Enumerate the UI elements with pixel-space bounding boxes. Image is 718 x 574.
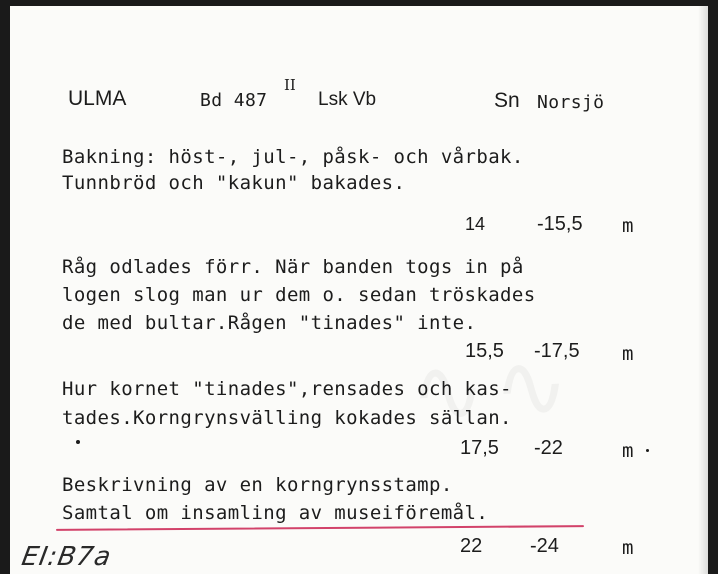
section-1-page-end: -15,5 xyxy=(537,213,583,235)
province-code: Lsk Vb xyxy=(318,89,377,110)
section-4-unit: m xyxy=(622,537,634,559)
section-3-unit: m xyxy=(622,440,634,462)
section-3-line-2: tades.Korngrynsvälling kokades sällan. xyxy=(62,407,512,429)
place-name: ULMA xyxy=(68,87,127,110)
parish-prefix: Sn xyxy=(494,89,520,112)
section-2-line-1: Råg odlades förr. När banden togs in på xyxy=(62,256,524,278)
ink-speck xyxy=(646,449,649,452)
section-4-line-2: Samtal om insamling av museiföremål. xyxy=(62,502,489,524)
section-3-page-start: 17,5 xyxy=(460,437,499,459)
section-1-line-1: Bakning: höst-, jul-, påsk- och vårbak. xyxy=(62,146,524,168)
section-2-page-end: -17,5 xyxy=(534,340,580,362)
archive-card xyxy=(10,6,708,574)
card-edge-shadow xyxy=(698,6,708,574)
section-1-page-start: 14 xyxy=(465,214,486,234)
section-4-line-1: Beskrivning av en korngrynsstamp. xyxy=(62,474,453,496)
section-2-line-2: logen slog man ur dem o. sedan tröskades xyxy=(62,284,536,306)
section-3-page-end: -22 xyxy=(534,437,563,459)
volume-superscript: II xyxy=(284,76,296,94)
section-1-line-2: Tunnbröd och "kakun" bakades. xyxy=(62,172,406,194)
section-2-line-3: de med bultar.Rågen "tinades" inte. xyxy=(62,312,477,334)
ink-dot xyxy=(76,440,80,444)
handwritten-classification-code: EI:B7a xyxy=(19,542,114,572)
section-4-page-end: -24 xyxy=(530,535,559,557)
section-4-page-start: 22 xyxy=(460,535,483,557)
section-3-line-1: Hur kornet "tinades",rensades och kas- xyxy=(62,378,512,400)
section-2-page-start: 15,5 xyxy=(465,340,504,362)
pink-underline xyxy=(56,525,584,531)
section-2-unit: m xyxy=(622,343,634,365)
section-1-unit: m xyxy=(622,215,634,237)
parish-name: Norsjö xyxy=(537,92,605,113)
volume-number: Bd 487 xyxy=(200,90,268,111)
